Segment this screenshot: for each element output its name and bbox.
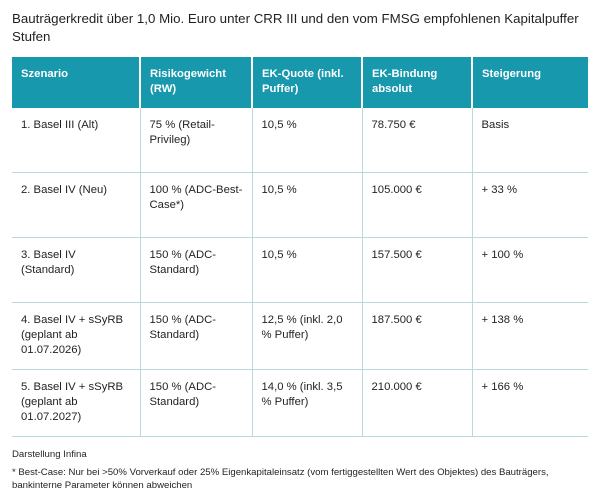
column-header-ek-bindung: EK-Bindung absolut — [362, 57, 472, 108]
cell-steigerung: Basis — [472, 108, 588, 173]
footnotes — [12, 449, 588, 493]
cell-ek-bindung: 210.000 € — [362, 369, 472, 436]
cell-risikogewicht: 75 % (Retail-Privileg) — [140, 108, 252, 173]
table-body — [12, 108, 588, 437]
cell-ek-quote: 12,5 % (inkl. 2,0 % Puffer) — [252, 302, 362, 369]
column-header-steigerung: Steigerung — [472, 57, 588, 108]
cell-ek-quote: 14,0 % (inkl. 3,5 % Puffer) — [252, 369, 362, 436]
table-header — [12, 57, 588, 108]
table-row — [12, 172, 588, 237]
table-header-row — [12, 57, 588, 108]
cell-scenario: 2. Basel IV (Neu) — [12, 172, 140, 237]
cell-ek-bindung: 157.500 € — [362, 237, 472, 302]
cell-risikogewicht: 100 % (ADC-Best-Case*) — [140, 172, 252, 237]
cell-ek-bindung: 187.500 € — [362, 302, 472, 369]
table-row — [12, 108, 588, 173]
table-row — [12, 302, 588, 369]
cell-ek-quote: 10,5 % — [252, 108, 362, 173]
cell-steigerung: + 33 % — [472, 172, 588, 237]
cell-steigerung: + 166 % — [472, 369, 588, 436]
cell-ek-quote: 10,5 % — [252, 237, 362, 302]
cell-scenario: 3. Basel IV (Standard) — [12, 237, 140, 302]
cell-risikogewicht: 150 % (ADC-Standard) — [140, 237, 252, 302]
cell-steigerung: + 100 % — [472, 237, 588, 302]
cell-steigerung: + 138 % — [472, 302, 588, 369]
cell-risikogewicht: 150 % (ADC-Standard) — [140, 302, 252, 369]
cell-scenario: 4. Basel IV + sSyRB (geplant ab 01.07.2026) — [12, 302, 140, 369]
page-title: Bauträgerkredit über 1,0 Mio. Euro unter CRR III und den vom FMSG empfohlenen Kapitalpuffer Stufen — [12, 11, 579, 44]
cell-risikogewicht: 150 % (ADC-Standard) — [140, 369, 252, 436]
cell-scenario: 5. Basel IV + sSyRB (geplant ab 01.07.2027) — [12, 369, 140, 436]
cell-ek-bindung: 78.750 € — [362, 108, 472, 173]
comparison-table — [12, 57, 588, 437]
cell-scenario: 1. Basel III (Alt) — [12, 108, 140, 173]
table-row — [12, 237, 588, 302]
column-header-ek-quote: EK-Quote (inkl. Puffer) — [252, 57, 362, 108]
source-note: Darstellung Infina — [12, 448, 87, 460]
column-header-risikogewicht: Risikogewicht (RW) — [140, 57, 252, 108]
cell-ek-quote: 10,5 % — [252, 172, 362, 237]
cell-ek-bindung: 105.000 € — [362, 172, 472, 237]
best-case-footnote: * Best-Case: Nur bei >50% Vorverkauf oder 25% Eigenkapitaleinsatz (vom fertiggestellten Wert des Objektes) des Bauträgers, bankinterne Parameter können abweichen — [12, 466, 549, 492]
column-header-szenario: Szenario — [12, 57, 140, 108]
table-row — [12, 369, 588, 436]
